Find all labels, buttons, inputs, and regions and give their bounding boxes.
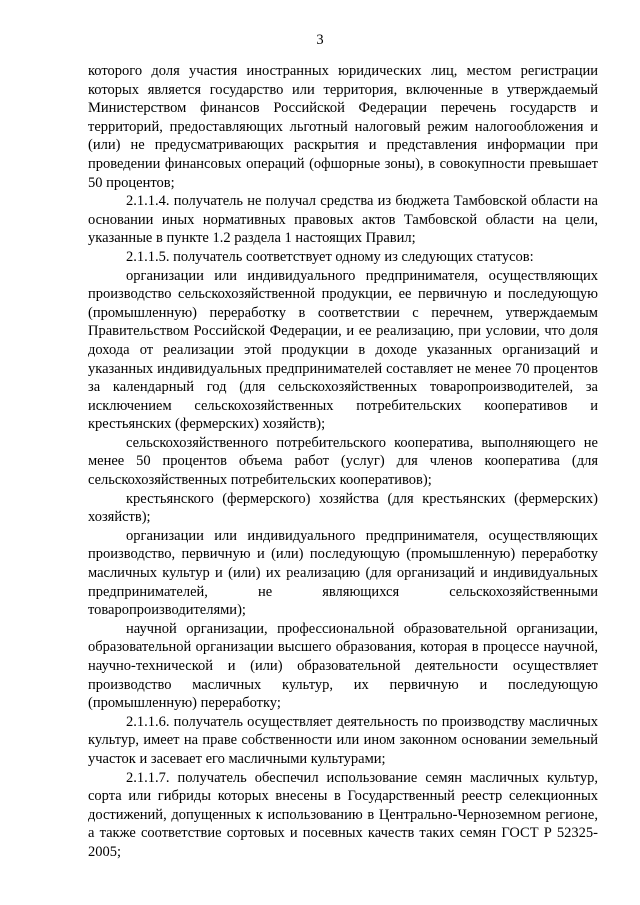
- status-item-scientific-org: научной организации, профессиональной образовательной организации, образовательной организации высшего образования, которая в процессе научной, научно-технической и (или) образовательной деятельности осуществляет производство масличных культур, их первичную и последующую (промышленную) переработку;: [88, 620, 598, 712]
- status-item-agri-producer: организации или индивидуального предпринимателя, осуществляющих производство сельскохозяйственной продукции, ее первичную и последующую (промышленную) переработку в соответствии с перечнем, утверждаемым Правительством Российской Федерации, и ее реализацию, при условии, что доля дохода от реализации этой продукции в доходе указанных организаций и указанных индивидуальных предпринимателей составляет не менее 70 процентов за календарный год (для сельскохозяйственных товаропроизводителей, за исключением сельскохозяйственных потребительских кооперативов и крестьянских (фермерских) хозяйств);: [88, 267, 598, 433]
- paragraph-continuation: которого доля участия иностранных юридических лиц, местом регистрации которых является государство или территория, включенные в утверждаемый Министерством финансов Российской Федерации перечень государств и территорий, предоставляющих льготный налоговый режим налогообложения и (или) не предусматривающих раскрытия и представления информации при проведении финансовых операций (офшорные зоны), в совокупности превышает 50 процентов;: [88, 63, 598, 191]
- page-number: 3: [316, 32, 324, 48]
- status-item-oilseed-processor: организации или индивидуального предпринимателя, осуществляющих производство, первичную и (или) последующую (промышленную) переработку масличных культур и (или) их реализацию (для организаций и индивидуальных предпринимателей, не являющихся сельскохозяйственными товаропроизводителями);: [88, 527, 598, 619]
- paragraph-2-1-1-6: 2.1.1.6. получатель осуществляет деятельность по производству масличных культур, имеет на праве собственности или ином законном основании земельный участок и засевает его масличными культурами;: [88, 713, 598, 767]
- status-item-farm: крестьянского (фермерского) хозяйства (для крестьянских (фермерских) хозяйств);: [88, 490, 598, 526]
- paragraph-2-1-1-5: 2.1.1.5. получатель соответствует одному из следующих статусов:: [126, 248, 534, 265]
- paragraph-2-1-1-7: 2.1.1.7. получатель обеспечил использование семян масличных культур, сорта или гибриды которых внесены в Государственный реестр селекционных достижений, допущенных к использованию в Центрально-Черноземном регионе, а также соответствие сортовых и посевных качеств таких семян ГОСТ Р 52325-2005;: [88, 769, 598, 860]
- document-body: [88, 62, 598, 862]
- status-item-cooperative: сельскохозяйственного потребительского кооператива, выполняющего не менее 50 процентов объема работ (услуг) для членов кооператива (для сельскохозяйственных потребительских кооперативов);: [88, 434, 598, 489]
- paragraph-2-1-1-4: 2.1.1.4. получатель не получал средства из бюджета Тамбовской области на основании иных нормативных правовых актов Тамбовской области на цели, указанные в пункте 1.2 раздела 1 настоящих Правил;: [88, 193, 598, 247]
